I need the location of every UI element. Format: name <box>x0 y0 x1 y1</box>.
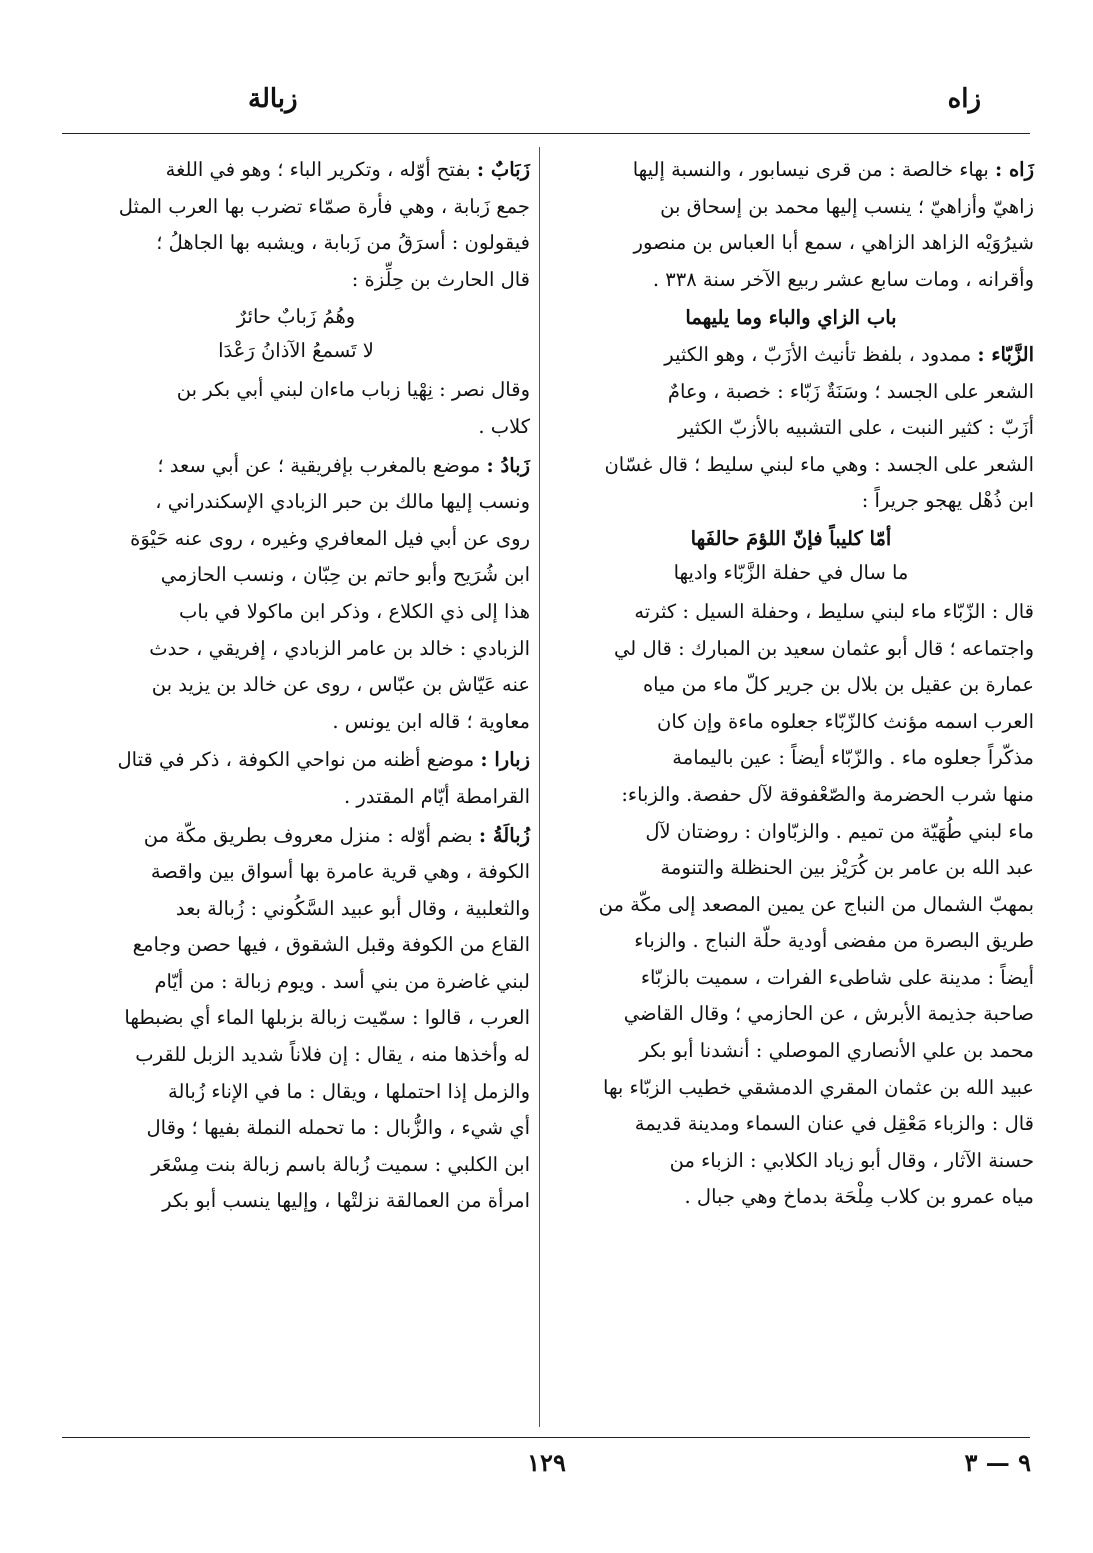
entry-line: طريق البصرة من مفضى أودية حلّة النباج . والزباء <box>634 929 1034 953</box>
header-rule <box>62 133 1030 134</box>
entry-line: القرامطة أيّام المقتدر . <box>344 784 530 808</box>
running-header-right: زاه <box>947 84 981 114</box>
headword: الزَّبّاء : <box>977 342 1034 366</box>
entry-line: فيقولون : أسرَقُ من زَبابة ، ويشبه بها الجاهلُ ؛ <box>156 231 530 255</box>
entry-line: قال : والزباء مَعْقِل في عنان السماء ومدينة قديمة <box>634 1112 1034 1136</box>
entry-line: روى عن أبي فيل المعافري وغيره ، روى عنه حَيْوَة <box>130 526 530 550</box>
entry-zabba <box>548 337 1034 1216</box>
entry-zabara <box>62 742 530 815</box>
entry-line: قال الحارث بن حِلِّزة : <box>351 267 530 291</box>
entry-line: محمد بن علي الأنصاري الموصلي : أنشدنا أبو بكر <box>639 1039 1034 1063</box>
entry-line: موضع بالمغرب بإفريقية ؛ عن أبي سعد ؛ <box>157 453 481 477</box>
entry-line: ابن ذُهْل يهجو جريراً : <box>861 489 1034 513</box>
entry-line: وقال نصر : نِهْيا زباب ماءان لبني أبي بكر بن <box>176 378 530 402</box>
entry-line: الكوفة ، وهي قرية عامرة بها أسواق بين واقصة <box>150 860 530 884</box>
entry-line: الشعر على الجسد : وهي ماء لبني سليط ؛ قال غسّان <box>604 452 1034 476</box>
entry-line: والزمل إذا احتملها ، ويقال : ما في الإناء زُبالة <box>168 1079 530 1103</box>
verse-line: ما سال في حفلة الزَّبّاء واديها <box>673 560 909 584</box>
entry-line: شيرُوَيْه الزاهد الزاهي ، سمع أبا العباس بن منصور <box>633 231 1034 255</box>
column-divider <box>539 147 540 1427</box>
entry-line: والثعلبية ، وقال أبو عبيد السَّكُوني : زُبالة بعد <box>175 896 530 920</box>
entry-line: عبد الله بن عامر بن كُرَيْز بين الحنظلة والتنومة <box>660 856 1034 880</box>
entry-zabab <box>62 152 530 446</box>
left-column <box>62 152 530 1222</box>
verse-line: لا تَسمعُ الآذانُ رَعْدَا <box>218 339 374 363</box>
entry-line: عبيد الله بن عثمان المقري الدمشقي خطيب الزبّاء بها <box>603 1075 1034 1099</box>
right-column <box>548 152 1034 1218</box>
verse-line: أمّا كليباً فإنّ اللؤمَ حالفَها <box>690 526 892 550</box>
entry-line: حسنة الآثار ، وقال أبو زياد الكلابي : الزباء من <box>669 1148 1034 1172</box>
entry-line: زاهيّ وأزاهيّ ؛ ينسب إليها محمد بن إسحاق بن <box>660 194 1034 218</box>
entry-line: صاحبة جذيمة الأبرش ، عن الحازمي ؛ وقال القاضي <box>623 1002 1034 1026</box>
section-title: باب الزاي والباء وما يليهما <box>685 306 897 330</box>
entry-line: هذا إلى ذي الكلاع ، وذكر ابن ماكولا في باب <box>179 599 530 623</box>
page-number: ١٢٩ <box>527 1448 566 1477</box>
entry-zah <box>548 152 1034 298</box>
entry-line: بمهبّ الشمال من النباج عن يمين المصعد إلى مكّة من <box>598 892 1034 916</box>
entry-line: ونسب إليها مالك بن حبر الزبادي الإسكندراني ، <box>155 490 530 514</box>
entry-line: مذكّراً جعلوه ماء . والزّبّاء أيضاً : عين باليمامة <box>672 746 1034 770</box>
entry-line: ماء لبني طُهَيّة من تميم . والزبّاوان : روضتان لآل <box>645 819 1034 843</box>
entry-line: معاوية ؛ قاله ابن يونس . <box>332 709 530 733</box>
entry-zubala <box>62 818 530 1221</box>
headword: زَبَابٌ : <box>476 158 530 181</box>
running-header-left: زبالة <box>248 84 298 114</box>
entry-line: وأقرانه ، ومات سابع عشر ربيع الآخر سنة ٣٣٨ . <box>652 267 1034 291</box>
entry-line: أيضاً : مدينة على شاطىء الفرات ، سميت بالزبّاء <box>640 965 1034 989</box>
entry-line: بفتح أوّله ، وتكرير الباء ؛ وهو في اللغة <box>165 158 471 181</box>
entry-line: موضع أظنه من نواحي الكوفة ، ذكر في قتال <box>117 748 475 772</box>
signature-mark: ٩ — ٣ <box>964 1448 1031 1477</box>
entry-line: أزَبّ : كثير النبت ، على التشبيه بالأزبّ الكثير <box>678 416 1034 440</box>
entry-line: ابن شُرَيح وأبو حاتم بن حِبّان ، ونسب الحازمي <box>160 563 530 587</box>
entry-line: منها شرب الحضرمة والصّعْفوقة لآل حفصة. والزباء: <box>621 782 1034 806</box>
verse <box>62 300 530 368</box>
entry-line: بهاء خالصة : من قرى نيسابور ، والنسبة إليها <box>632 158 989 181</box>
entry-line: قال : الزّبّاء ماء لبني سليط ، وحفلة السيل : كثرته <box>634 599 1034 623</box>
headword: زَاه : <box>994 158 1034 181</box>
entry-line: واجتماعه ؛ قال أبو عثمان سعيد بن المبارك : قال لي <box>614 636 1034 660</box>
headword: زُبالَةُ : <box>478 823 530 847</box>
entry-line: كلاب . <box>478 414 530 438</box>
entry-line: العرب ، قالوا : سمّيت زبالة بزبلها الماء أي بضبطها <box>124 1006 530 1030</box>
entry-line: بضم أوّله : منزل معروف بطريق مكّة من <box>143 823 473 847</box>
entry-line: ابن الكلبي : سميت زُبالة باسم زبالة بنت مِسْعَر <box>151 1152 530 1176</box>
headword: زَبادُ : <box>486 453 530 477</box>
entry-line: الشعر على الجسد ؛ وسَنَةٌ زَبّاء : خصبة ، وعامٌ <box>667 379 1034 403</box>
entry-line: جمع زَبابة ، وهي فأرة صمّاء تضرب بها العرب المثل <box>118 194 530 218</box>
entry-line: عنه عَيّاش بن عبّاس ، روى عن خالد بن يزيد بن <box>151 673 530 697</box>
footer-rule <box>62 1437 1030 1438</box>
entry-line: مياه عمرو بن كلاب مِلْحَة بدماخ وهي جبال . <box>684 1185 1034 1209</box>
entry-line: لبني غاضرة من بني أسد . ويوم زبالة : من أيّام <box>154 969 530 993</box>
entry-line: امرأة من العمالقة نزلتْها ، وإليها ينسب أبو بكر <box>162 1189 530 1213</box>
entry-line: القاع من الكوفة وقبل الشقوق ، فيها حصن وجامع <box>132 933 530 957</box>
entry-line: له وأخذها منه ، يقال : إن فلاناً شديد الزبل للقرب <box>135 1043 530 1067</box>
entry-line: ممدود ، بلفظ تأنيث الأزَبّ ، وهو الكثير <box>664 342 972 366</box>
entry-line: أي شيء ، والزُّبال : ما تحمله النملة بفيها ؛ وقال <box>146 1116 530 1140</box>
entry-line: الزبادي : خالد بن عامر الزبادي ، إفريقي ، حدث <box>149 636 530 660</box>
verse <box>548 522 1034 590</box>
entry-line: عمارة بن عقيل بن بلال بن جرير كلّ ماء من مياه <box>642 673 1034 697</box>
entry-zabad <box>62 448 530 741</box>
entry-line: العرب اسمه مؤنث كالزّبّاء جعلوه ماءة وإن كان <box>657 709 1034 733</box>
headword: زبارا : <box>480 748 530 772</box>
verse-line: وهُمُ زَبابٌ حائرٌ <box>236 305 356 329</box>
